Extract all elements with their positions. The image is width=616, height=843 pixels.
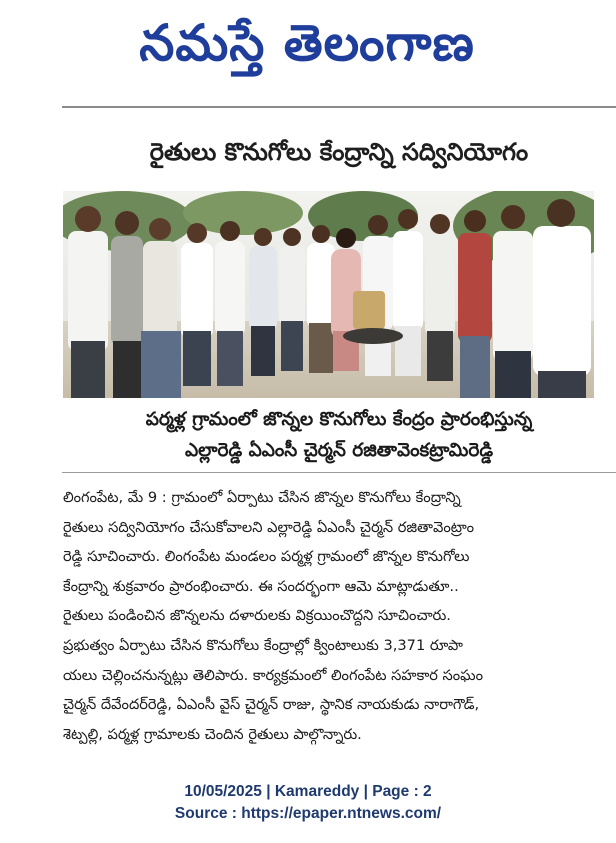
cropped-text-fragment (215, 757, 495, 765)
page-footer (0, 781, 616, 825)
masthead-divider (62, 106, 616, 108)
caption-line: ఎల్లారెడ్డి ఏఎంసీ చైర్మన్ రజితావెంకట్రామిరెడ్డి (184, 440, 494, 461)
body-line: చైర్మన్ దేవేందర్‌రెడ్డి, ఏఎంసీ వైస్ చైర్మన్ రాజు, స్థానిక నాయకుడు నారాగౌడ్, (63, 696, 480, 714)
body-line: రైతులు పండించిన జొన్నలను దళారులకు విక్రయించొద్దని సూచించారు. (63, 607, 451, 625)
crowd-photo-illustration (63, 191, 594, 398)
masthead-title: నమస్తే తెలంగాణ (139, 13, 475, 72)
article-headline: రైతులు కొనుగోలు కేంద్రాన్ని సద్వినియోగం (149, 138, 529, 166)
body-line: లింగంపేట, మే 9 : గ్రామంలో ఏర్పాటు చేసిన జొన్నల కొనుగోలు కేంద్రాన్ని (63, 489, 461, 506)
footer-source-line: Source : https://epaper.ntnews.com/ (174, 805, 442, 822)
footer-date-line: 10/05/2025 | Kamareddy | Page : 2 (184, 783, 432, 800)
masthead-logo (62, 4, 552, 94)
body-line: శెట్పల్లి, పర్మళ్ల గ్రామాలకు చెందిన రైతులు పాల్గొన్నారు. (63, 725, 362, 743)
body-line: రెడ్డి సూచించారు. లింగంపేట మండలం పర్మళ్ల గ్రామంలో జొన్నల కొనుగోలు (63, 548, 470, 566)
body-line: ప్రభుత్వం ఏర్పాటు చేసిన కొనుగోలు కేంద్రాల్లో క్వింటాలుకు 3,371 రూపా (63, 636, 463, 654)
caption-line: పర్మళ్ల గ్రామంలో జొన్నల కొనుగోలు కేంద్రం ప్రారంభిస్తున్న (145, 409, 533, 430)
body-line: కేంద్రాన్ని శుక్రవారం ప్రారంభించారు. ఈ సందర్భంగా ఆమె మాట్లాడుతూ.. (63, 577, 459, 595)
article-body (63, 483, 616, 749)
body-line: రైతులు సద్వినియోగం చేసుకోవాలని ఎల్లారెడ్డి ఏఎంసీ చైర్మన్ రజితావెంట్రాం (63, 518, 474, 536)
news-photo (63, 191, 594, 398)
photo-caption (62, 404, 616, 466)
caption-divider (62, 472, 616, 473)
body-line: యలు చెల్లించనున్నట్లు తెలిపారు. కార్యక్రమంలో లింగంపేట సహకార సంఘం (63, 666, 483, 684)
